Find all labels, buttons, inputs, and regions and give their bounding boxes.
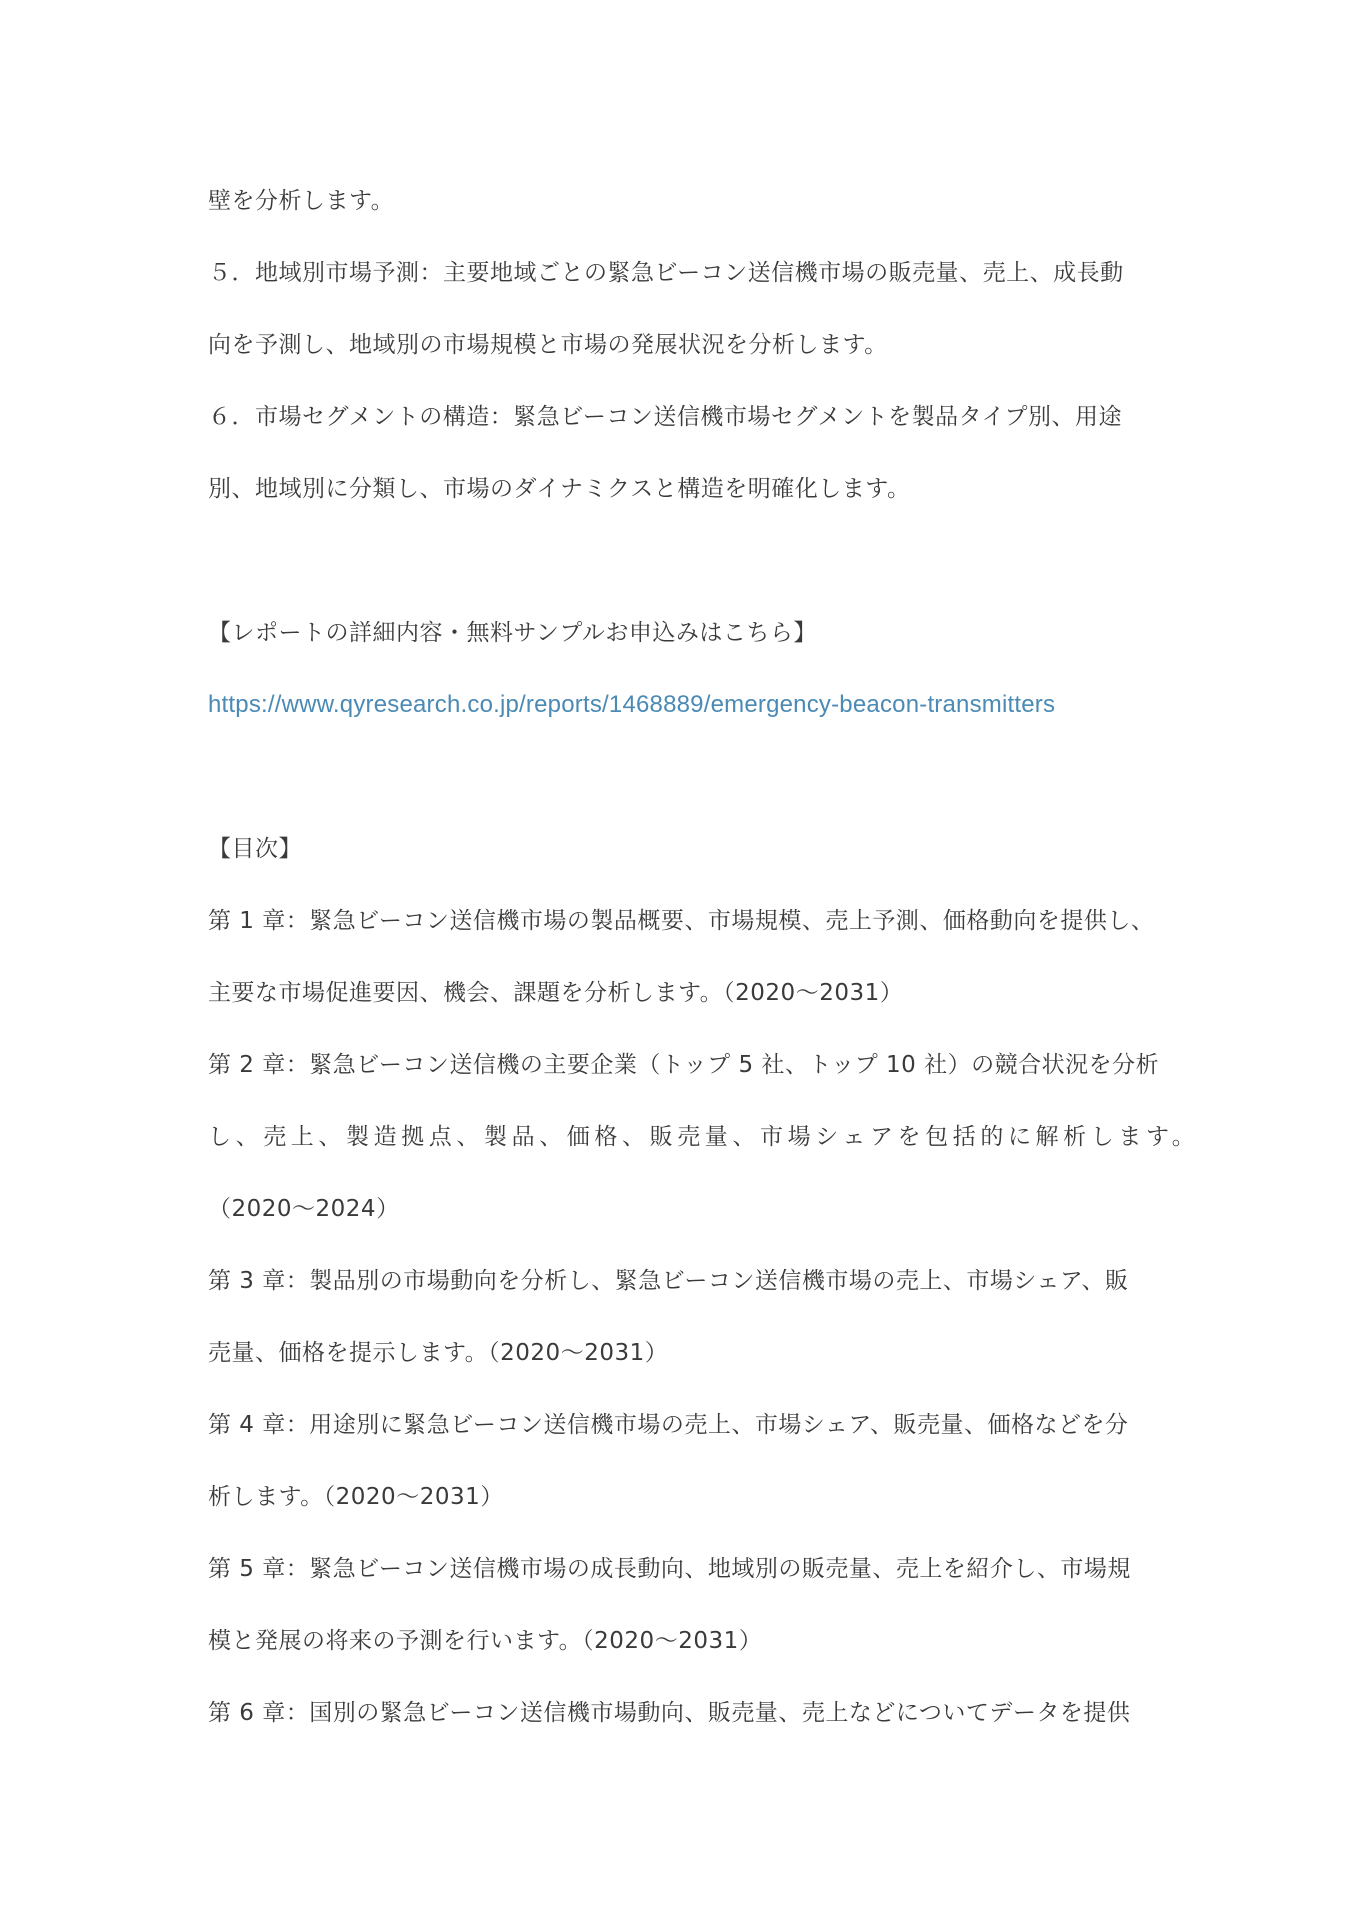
toc-line: し、売上、製造拠点、製品、価格、販売量、市場シェアを包括的に解析します。 (208, 1124, 1200, 1150)
report-heading: 【レポートの詳細内容・無料サンプルお申込みはこちら】 (208, 620, 817, 646)
toc-line: 第 5 章：緊急ビーコン送信機市場の成長動向、地域別の販売量、売上を紹介し、市場規 (208, 1556, 1131, 1582)
toc-line: 第 3 章：製品別の市場動向を分析し、緊急ビーコン送信機市場の売上、市場シェア、販 (208, 1268, 1129, 1294)
toc-line: （2020～2024） (208, 1196, 400, 1222)
toc-line: 第 2 章：緊急ビーコン送信機の主要企業（トップ 5 社、トップ 10 社）の競合状況を分析 (208, 1052, 1160, 1078)
paragraph-line: 別、地域別に分類し、市場のダイナミクスと構造を明確化します。 (208, 476, 911, 502)
toc-line: 主要な市場促進要因、機会、課題を分析します。（2020～2031） (208, 980, 904, 1006)
toc-line: 第 1 章：緊急ビーコン送信機市場の製品概要、市場規模、売上予測、価格動向を提供し、 (208, 908, 1155, 934)
report-link[interactable]: https://www.qyresearch.co.jp/reports/1468889/emergency-beacon-transmitters (208, 691, 1056, 718)
paragraph-line: ６．市場セグメントの構造：緊急ビーコン送信機市場セグメントを製品タイプ別、用途 (208, 404, 1122, 430)
paragraph-line: ５．地域別市場予測：主要地域ごとの緊急ビーコン送信機市場の販売量、売上、成長動 (208, 260, 1124, 286)
toc-line: 第 4 章：用途別に緊急ビーコン送信機市場の売上、市場シェア、販売量、価格などを分 (208, 1412, 1129, 1438)
toc-heading: 【目次】 (208, 836, 302, 862)
paragraph-line: 壁を分析します。 (208, 188, 395, 214)
toc-line: 売量、価格を提示します。（2020～2031） (208, 1340, 669, 1366)
toc-line: 析します。（2020～2031） (208, 1484, 504, 1510)
paragraph-line: 向を予測し、地域別の市場規模と市場の発展状況を分析します。 (208, 332, 888, 358)
toc-line: 模と発展の将来の予測を行います。（2020～2031） (208, 1628, 763, 1654)
toc-line: 第 6 章：国別の緊急ビーコン送信機市場動向、販売量、売上などについてデータを提供 (208, 1700, 1131, 1726)
